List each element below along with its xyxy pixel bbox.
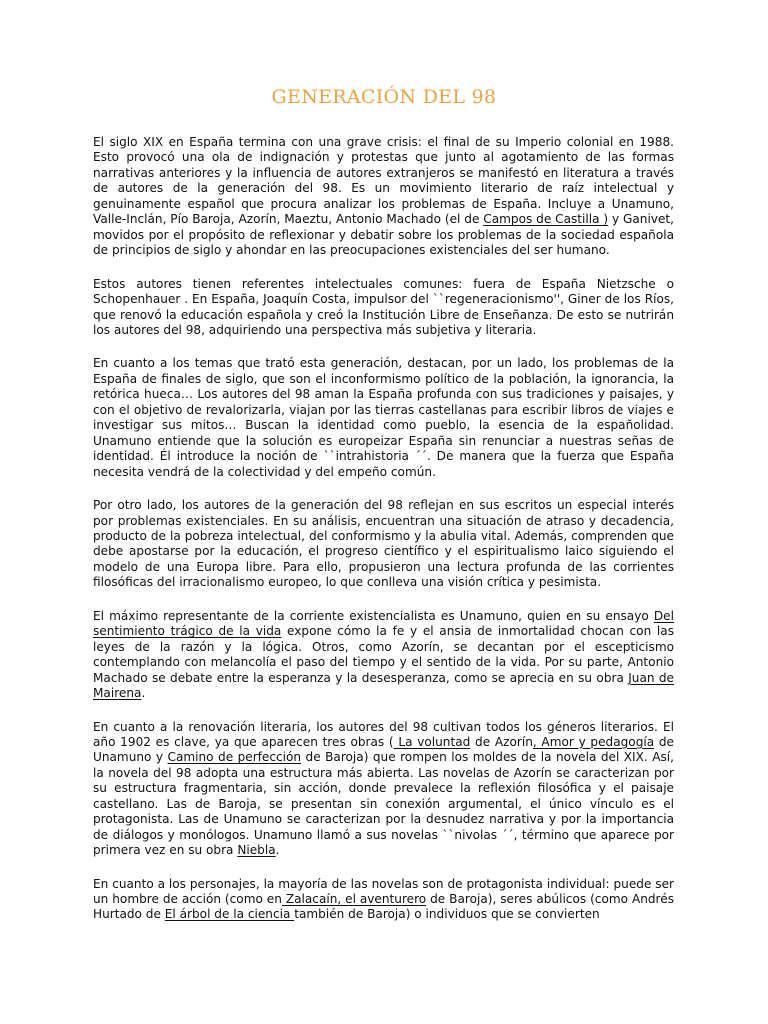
- paragraph-5: [93, 609, 674, 702]
- book-title-link[interactable]: Niebla: [237, 843, 276, 858]
- paragraph-text: de Baroja), seres abúlicos (como Andrés Hurtado de: [93, 892, 675, 922]
- paragraph-text: .: [141, 686, 146, 701]
- document-title: GENERACIÓN DEL 98: [271, 86, 497, 108]
- paragraph-text: de Unamuno y: [93, 734, 674, 765]
- paragraph-text: Estos autores tienen referentes intelectuales comunes: fuera de España Nietzsche o Schopenhauer . En España, Joaquín Costa, impulsor del ``regeneracionismo'', Giner de los Ríos, que renovó la educación española y creó la Institución Libre de Enseñanza. De esto se nutrirán los autores del 98, adquiriendo una perspectiva más subjetiva y literaria.: [93, 276, 674, 337]
- paragraph-text: El siglo XIX en España termina con una grave crisis: el final de su Imperio colonial en 1988. Esto provocó una ola de indignación y protestas que junto al agotamiento de las formas narrativas anteriores y la influencia de autores extranjeros se manifestó en literatura a través de autores de la generación del 98. Es un movimiento literario de raíz intelectual y genuinamente español que procura analizar los problemas de España. Incluye a Unamuno, Valle-Inclán, Pío Baroja, Azorín, Maeztu, Antonio Machado (el de: [93, 135, 674, 227]
- paragraph-text: y Ganivet, movidos por el propósito de reflexionar y debatir sobre los problemas de la sociedad española de principios de siglo y ahondar en las preocupaciones existenciales del ser humano.: [93, 212, 674, 258]
- paragraph-text: En cuanto a los temas que trató esta generación, destacan, por un lado, los problemas de la España de finales de siglo, que son el inconformismo político de la población, la ignorancia, la retórica hueca… Los autores del 98 aman la España profunda con sus tradiciones y paisajes, y con el objetivo de revalorizarla, viajan por las tierras castellanas para escribir libros de viajes e investigar sus mitos… Buscan la identidad como pueblo, la esencia de la españolidad. Unamuno entiende que la solución es europeizar España sin renunciar a nuestras señas de identidad. Él introduce la noción de ``intrahistoria ´´. De manera que la fuerza que España necesita vendrá de la colectividad y del empeño común.: [93, 356, 674, 479]
- paragraph-text: de Baroja) que rompen los moldes de la novela del XIX. Así, la novela del 98 adopta una estructura más abierta. Las novelas de Azorín se caracterizan por su estructura fragmentaria, sin acción, donde prevalece la reflexión filosófica y el paisaje castellano. Las de Baroja, se presentan sin conexión argumental, el único vínculo es el protagonista. Las de Unamuno se caracterizan por la desnudez narrativa y por la importancia de diálogos y monólogos. Unamuno llamó a sus novelas ``nivolas ´´, término que aparece por primera vez en su obra: [93, 750, 674, 858]
- book-title-link[interactable]: Del sentimiento trágico de la vida: [93, 608, 674, 639]
- paragraph-text: .: [275, 843, 280, 858]
- paragraph-4: [93, 498, 674, 591]
- document-body: [93, 135, 674, 941]
- paragraph-3: [93, 356, 674, 480]
- book-title-link[interactable]: Juan de Mairena: [93, 670, 674, 701]
- paragraph-text: En cuanto a los personajes, la mayoría de las novelas son de protagonista individual: puede ser un hombre de acción (como en: [93, 876, 674, 907]
- book-title-link[interactable]: La voluntad: [393, 734, 471, 749]
- paragraph-text: En cuanto a la renovación literaria, los autores del 98 cultivan todos los géneros literarios. El año 1902 es clave, ya que aparecen tres obras (: [93, 719, 674, 749]
- paragraph-text: expone cómo la fe y el ansia de inmortalidad chocan con las leyes de la razón y la lógica. Otros, como Azorín, se decantan por el escepticismo contemplando con melancolía el paso del tiempo y el sentido de la vida. Por su parte, Antonio Machado se debate entre la esperanza y la desesperanza, como se aprecia en su obra: [93, 624, 675, 685]
- paragraph-text: de Azorín: [470, 734, 533, 749]
- book-title-link[interactable]: Zalacaín, el aventurero: [281, 892, 427, 907]
- paragraph-text: El máximo representante de la corriente existencialista es Unamuno, quien en su ensayo: [93, 608, 654, 623]
- paragraph-2: [93, 277, 674, 339]
- paragraph-6: [93, 720, 674, 859]
- paragraph-1: [93, 135, 674, 259]
- book-title-link[interactable]: El árbol de la ciencia: [164, 907, 295, 922]
- book-title-link[interactable]: Camino de perfección: [167, 750, 302, 765]
- book-title-link[interactable]: Campos de Castilla ): [483, 212, 609, 227]
- book-title-link[interactable]: , Amor y pedagogía: [532, 734, 655, 749]
- paragraph-text: también de Baroja) o individuos que se convierten: [294, 907, 600, 922]
- paragraph-7: [93, 877, 674, 923]
- paragraph-text: Por otro lado, los autores de la generación del 98 reflejan en sus escritos un especial interés por problemas existenciales. En su análisis, encuentran una situación de atraso y decadencia, producto de la pobreza intelectual, del conformismo y la abulia vital. Además, comprenden que debe apostarse por la educación, el progreso científico y el espiritualismo laico siguiendo el modelo de una Europa libre. Para ello, propusieron una lectura profunda de las corrientes filosóficas del irracionalismo europeo, lo que conlleva una visión crítica y pesimista.: [93, 498, 674, 590]
